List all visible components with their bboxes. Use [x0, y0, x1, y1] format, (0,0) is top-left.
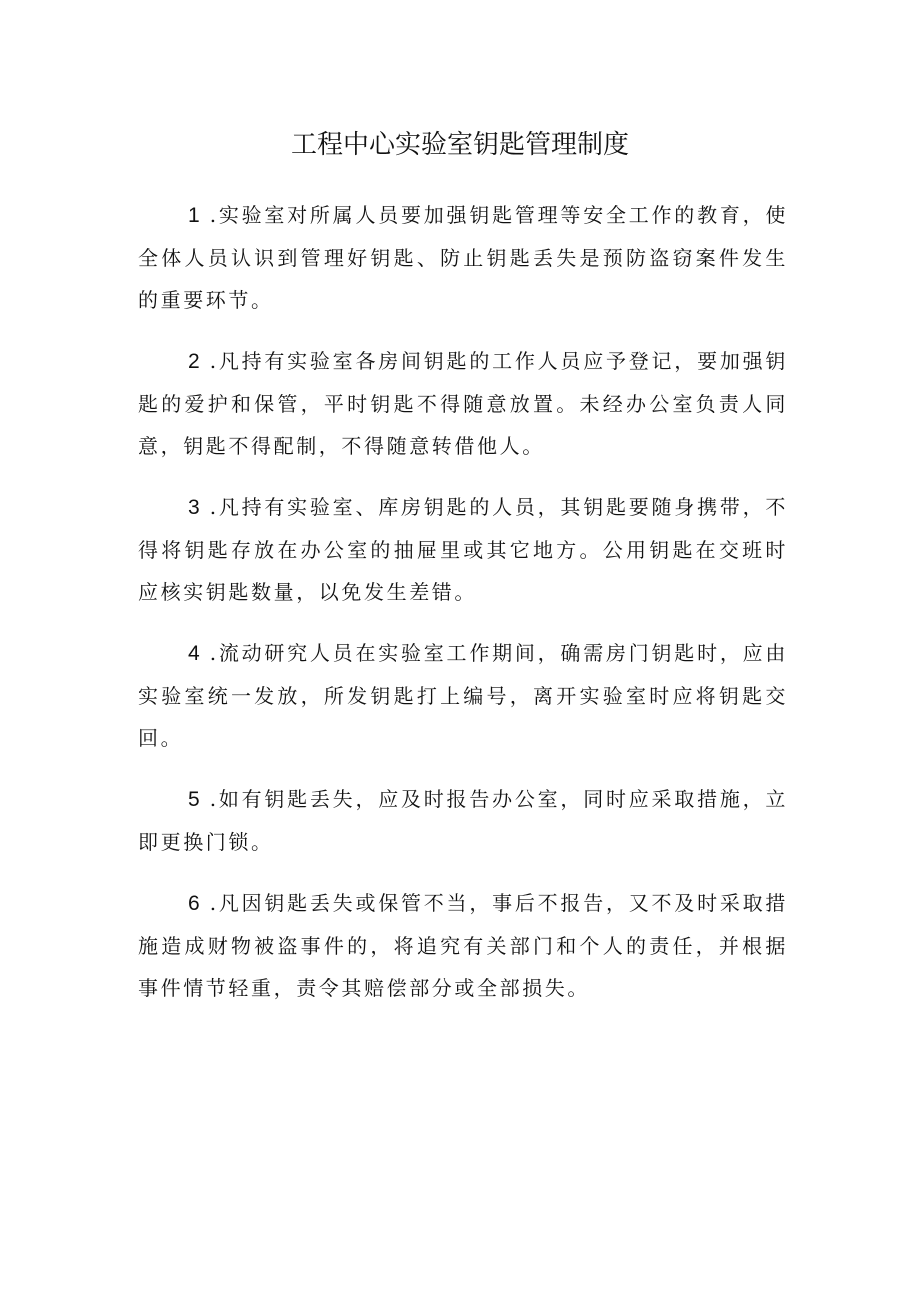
paragraph-text: .流动研究人员在实验室工作期间，确需房门钥匙时，应由实验室统一发放，所发钥匙打上编号，离开实验室时应将钥匙交回。 [138, 641, 788, 750]
paragraph-text: .实验室对所属人员要加强钥匙管理等安全工作的教育，使全体人员认识到管理好钥匙、防止钥匙丢失是预防盗窃案件发生的重要环节。 [138, 203, 788, 312]
document-body [138, 194, 788, 1028]
paragraph-3 [138, 486, 788, 613]
paragraph-number: 4 [188, 642, 200, 665]
paragraph-6 [138, 882, 788, 1009]
paragraph-text: .如有钥匙丢失，应及时报告办公室，同时应采取措施，立即更换门锁。 [138, 787, 788, 854]
paragraph-5 [138, 778, 788, 863]
paragraph-4 [138, 632, 788, 759]
paragraph-text: .凡因钥匙丢失或保管不当，事后不报告，又不及时采取措施造成财物被盗事件的，将追究有关部门和个人的责任，并根据事件情节轻重，责令其赔偿部分或全部损失。 [138, 891, 788, 1000]
paragraph-number: 1 [188, 204, 200, 227]
paragraph-number: 3 [188, 496, 200, 519]
paragraph-1 [138, 194, 788, 321]
paragraph-number: 6 [188, 892, 200, 915]
paragraph-number: 5 [188, 788, 200, 811]
paragraph-number: 2 [188, 350, 200, 373]
paragraph-2 [138, 340, 788, 467]
document-title: 工程中心实验室钥匙管理制度 [290, 130, 629, 160]
paragraph-text: .凡持有实验室、库房钥匙的人员，其钥匙要随身携带，不得将钥匙存放在办公室的抽屉里或其它地方。公用钥匙在交班时应核实钥匙数量，以免发生差错。 [138, 495, 788, 604]
paragraph-text: .凡持有实验室各房间钥匙的工作人员应予登记，要加强钥匙的爱护和保管，平时钥匙不得随意放置。未经办公室负责人同意，钥匙不得配制，不得随意转借他人。 [138, 349, 788, 458]
